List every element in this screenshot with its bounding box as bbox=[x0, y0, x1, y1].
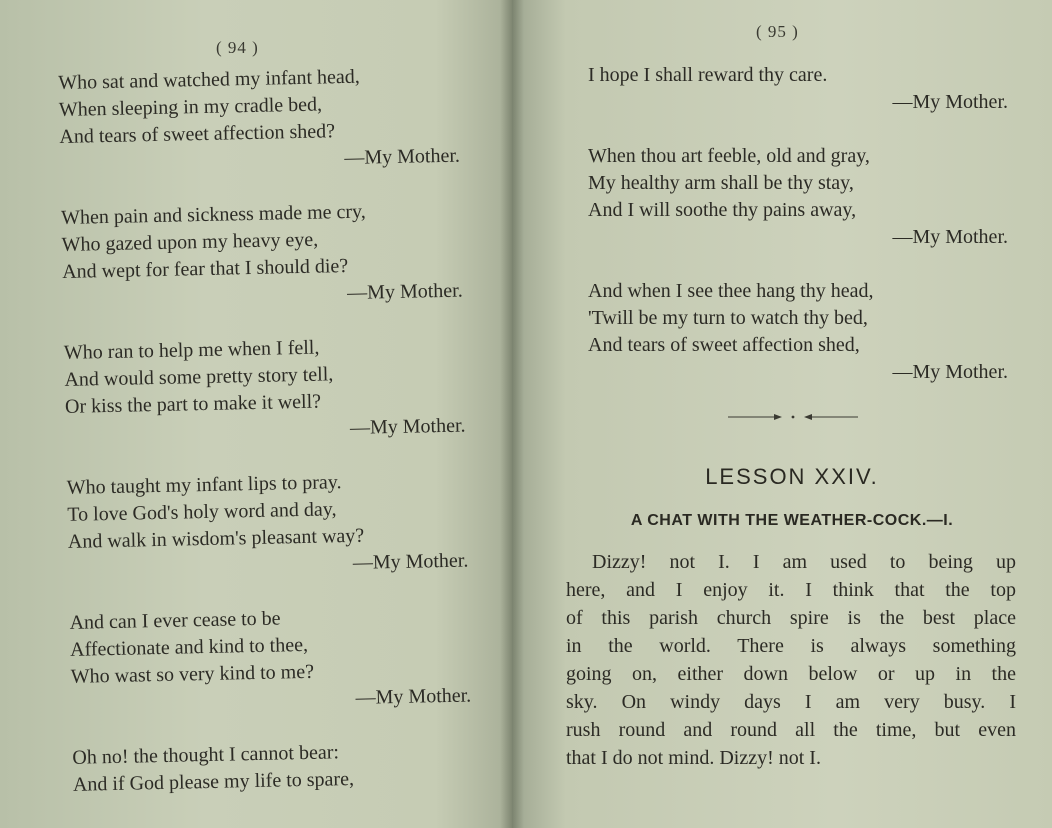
right-page bbox=[512, 0, 1052, 828]
poem-line: Affectionate and kind to thee, bbox=[69, 633, 309, 661]
prose-line: Dizzy! not I. I am used to being up bbox=[592, 551, 1016, 573]
poem-line: To love God's holy word and day, bbox=[67, 498, 337, 526]
stanza bbox=[69, 602, 471, 718]
poem-line: And tears of sweet affection shed? bbox=[59, 120, 336, 148]
stanza bbox=[588, 62, 1008, 116]
page-number-left: ( 94 ) bbox=[216, 38, 259, 57]
lesson-paragraph bbox=[566, 548, 1016, 772]
prose-line: going on, either down below or up in the bbox=[566, 663, 1016, 685]
poem-line: And walk in wisdom's pleasant way? bbox=[67, 524, 365, 553]
poem-line: And if God please my life to spare, bbox=[72, 767, 355, 796]
poem-refrain: —My Mother. bbox=[892, 226, 1008, 248]
right-poem bbox=[588, 62, 1008, 413]
poem-line: 'Twill be my turn to watch thy bed, bbox=[588, 307, 868, 329]
poem-line: Who wast so very kind to me? bbox=[70, 660, 315, 688]
poem-line: And when I see thee hang thy head, bbox=[588, 280, 874, 302]
prose-line: in the world. There is always something bbox=[566, 635, 1016, 657]
poem-line: Who taught my infant lips to pray. bbox=[66, 471, 342, 499]
stanza bbox=[72, 736, 473, 798]
stanza bbox=[61, 197, 463, 313]
stanza bbox=[64, 332, 466, 448]
prose-line: of this parish church spire is the best place bbox=[566, 607, 1016, 629]
book-gutter bbox=[500, 0, 524, 828]
poem-line: And can I ever cease to be bbox=[69, 607, 281, 634]
poem-line: Who gazed upon my heavy eye, bbox=[61, 228, 319, 256]
poem-refrain: —My Mother. bbox=[346, 279, 463, 304]
poem-line: Who sat and watched my infant head, bbox=[58, 65, 360, 94]
poem-line: When sleeping in my cradle bed, bbox=[58, 93, 323, 121]
poem-line: And tears of sweet affection shed, bbox=[588, 334, 860, 356]
poem-line: And wept for fear that I should die? bbox=[62, 254, 349, 283]
prose-line: rush round and round all the time, but even bbox=[566, 719, 1016, 741]
poem-line: Oh no! the thought I cannot bear: bbox=[72, 741, 340, 769]
poem-line: My healthy arm shall be thy stay, bbox=[588, 172, 854, 194]
poem-line: Or kiss the part to make it well? bbox=[64, 390, 322, 418]
prose-line: sky. On windy days I am very busy. I bbox=[566, 691, 1016, 713]
stanza bbox=[58, 62, 460, 178]
lesson-title: LESSON XXIV. bbox=[705, 464, 879, 489]
poem-refrain: —My Mother. bbox=[892, 361, 1008, 383]
poem-line: Who ran to help me when I fell, bbox=[63, 336, 320, 364]
poem-line: When thou art feeble, old and gray, bbox=[588, 145, 870, 167]
poem-line: I hope I shall reward thy care. bbox=[588, 64, 828, 86]
poem-refrain: —My Mother. bbox=[355, 684, 472, 709]
poem-line: When pain and sickness made me cry, bbox=[60, 200, 366, 229]
poem-refrain: —My Mother. bbox=[892, 91, 1008, 113]
poem-refrain: —My Mother. bbox=[344, 144, 461, 170]
stanza bbox=[588, 278, 1008, 386]
poem-line: And I will soothe thy pains away, bbox=[588, 199, 857, 221]
stanza bbox=[588, 143, 1008, 251]
lesson-subtitle: A CHAT WITH THE WEATHER-COCK.—I. bbox=[630, 512, 954, 529]
poem-line: And would some pretty story tell, bbox=[64, 363, 334, 391]
left-poem bbox=[58, 62, 474, 826]
poem-refrain: —My Mother. bbox=[349, 414, 466, 439]
page-number-right: ( 95 ) bbox=[756, 22, 799, 41]
section-divider-ornament bbox=[728, 410, 858, 424]
prose-line: that I do not mind. Dizzy! not I. bbox=[566, 747, 821, 769]
left-page bbox=[0, 0, 512, 828]
prose-line: here, and I enjoy it. I think that the top bbox=[566, 579, 1016, 601]
poem-refrain: —My Mother. bbox=[352, 549, 469, 574]
stanza bbox=[66, 467, 468, 583]
